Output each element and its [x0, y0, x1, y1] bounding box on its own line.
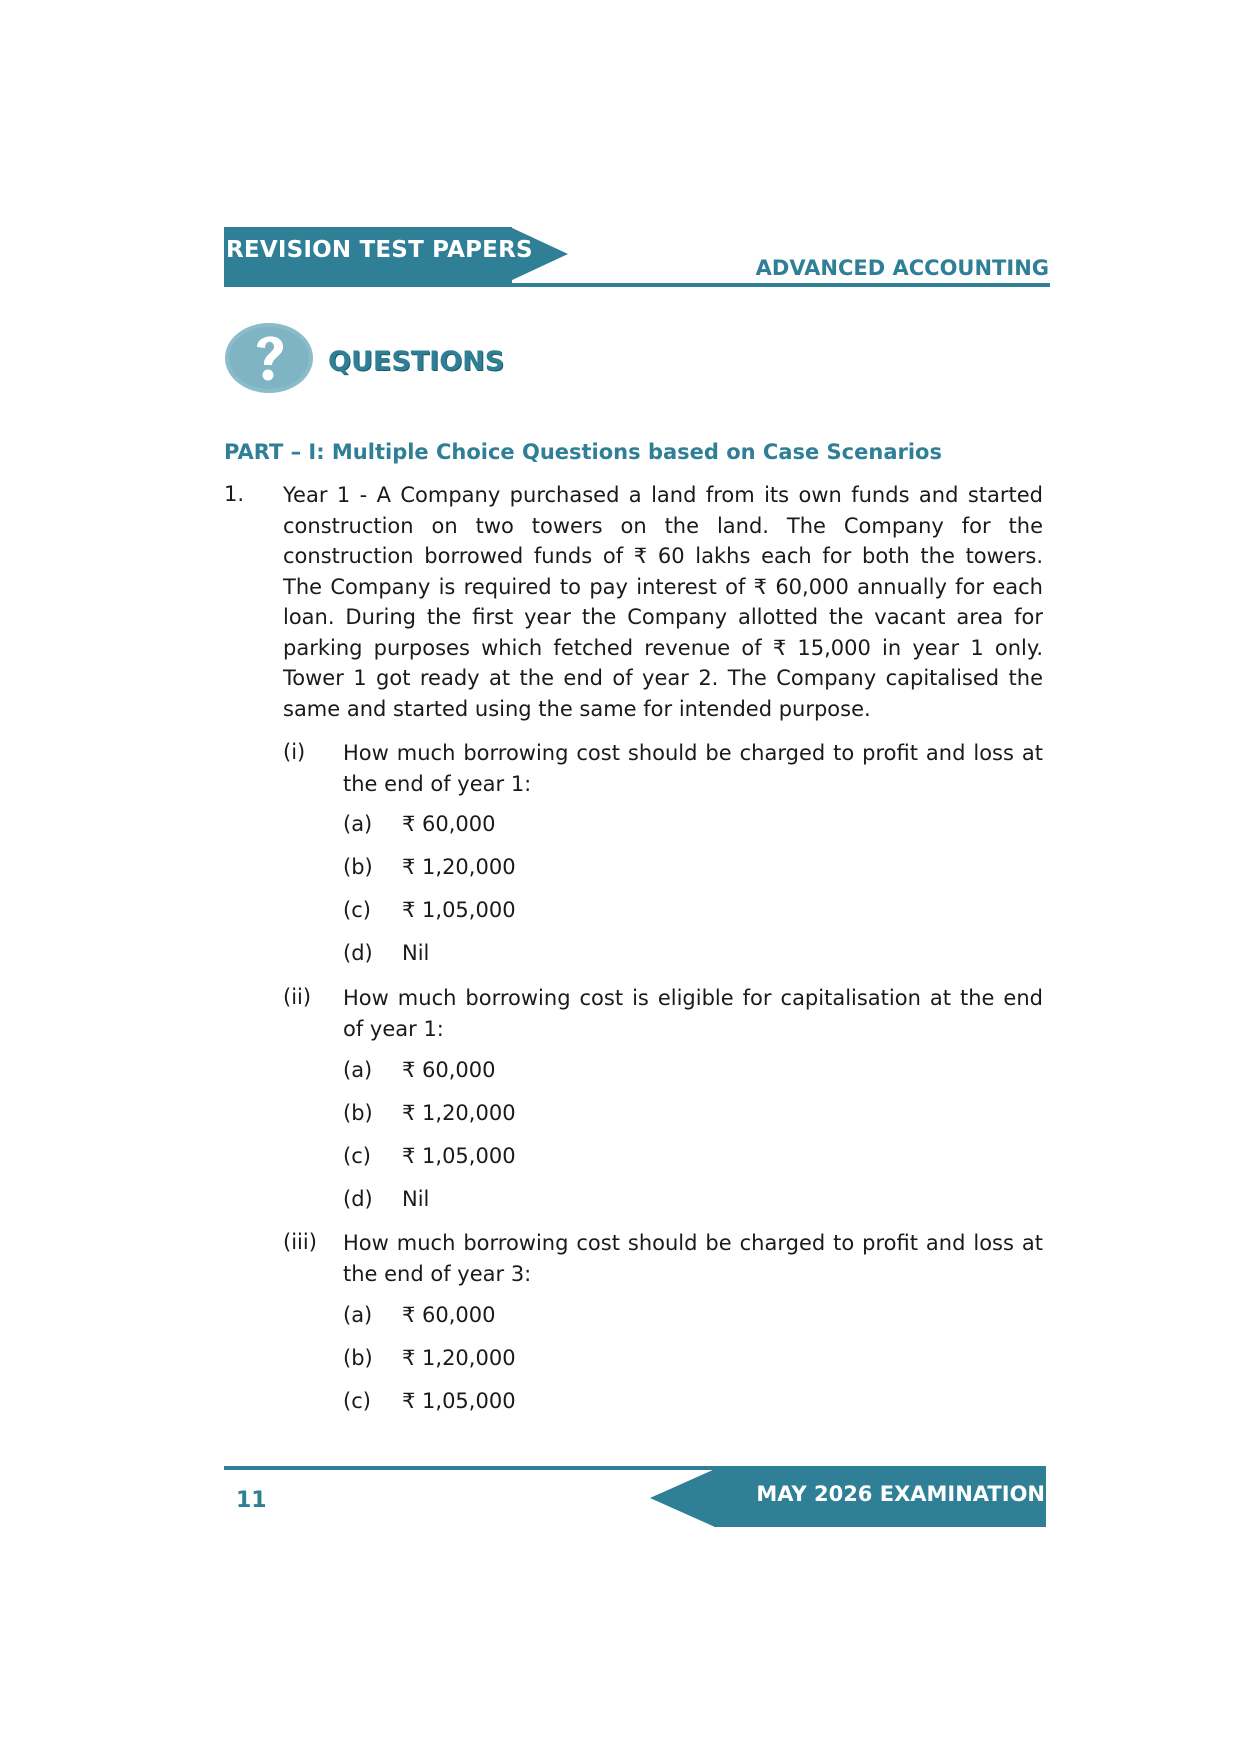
option-text: ₹ 1,05,000	[402, 1144, 516, 1168]
page-number: 11	[236, 1488, 267, 1513]
option-label: (d)	[343, 1187, 373, 1211]
option-label: (c)	[343, 898, 371, 922]
question-text: Year 1 - A Company purchased a land from its own funds and started construction on two towers on the land. The Company for the construction borrowed funds of ₹ 60 lakhs each for both the towers. The Company is required to pay interest of ₹ 60,000 annually for each loan. During the first year the Company allotted the vacant area for parking purposes which fetched revenue of ₹ 15,000 in year 1 only. Tower 1 got ready at the end of year 2. The Company capitalised the same and started using the same for intended purpose.	[283, 483, 1043, 721]
header-subject: ADVANCED ACCOUNTING	[755, 256, 1049, 280]
section-heading: QUESTIONS	[328, 346, 505, 377]
option-label: (b)	[343, 1346, 373, 1370]
option-text: ₹ 1,05,000	[402, 898, 516, 922]
option-text: ₹ 60,000	[402, 812, 496, 836]
footer-banner-arrow	[650, 1469, 715, 1527]
sub-question-label: (ii)	[283, 985, 312, 1009]
header-banner-title: REVISION TEST PAPERS	[226, 237, 533, 263]
option-label: (a)	[343, 1303, 373, 1327]
option-label: (b)	[343, 1101, 373, 1125]
part-title: PART – I: Multiple Choice Questions based on Case Scenarios	[224, 440, 942, 464]
option-label: (a)	[343, 1058, 373, 1082]
option-text: Nil	[402, 1187, 430, 1211]
option-text: ₹ 60,000	[402, 1303, 496, 1327]
sub-question-label: (i)	[283, 740, 306, 764]
footer-exam-label: MAY 2026 EXAMINATION	[756, 1482, 1045, 1506]
option-text: ₹ 1,05,000	[402, 1389, 516, 1413]
option-label: (a)	[343, 812, 373, 836]
sub-question-text: How much borrowing cost should be charged to profit and loss at the end of year 1:	[343, 741, 1043, 796]
option-label: (c)	[343, 1389, 371, 1413]
option-label: (c)	[343, 1144, 371, 1168]
option-text: Nil	[402, 941, 430, 965]
option-label: (d)	[343, 941, 373, 965]
option-text: ₹ 1,20,000	[402, 855, 516, 879]
question-mark-icon	[224, 322, 314, 394]
question-number: 1.	[224, 482, 245, 506]
option-text: ₹ 1,20,000	[402, 1101, 516, 1125]
option-text: ₹ 1,20,000	[402, 1346, 516, 1370]
sub-question-label: (iii)	[283, 1230, 317, 1254]
option-text: ₹ 60,000	[402, 1058, 496, 1082]
option-label: (b)	[343, 855, 373, 879]
header-rule	[512, 283, 1050, 287]
sub-question-text: How much borrowing cost should be charged to profit and loss at the end of year 3:	[343, 1231, 1043, 1286]
sub-question-text: How much borrowing cost is eligible for capitalisation at the end of year 1:	[343, 986, 1043, 1041]
